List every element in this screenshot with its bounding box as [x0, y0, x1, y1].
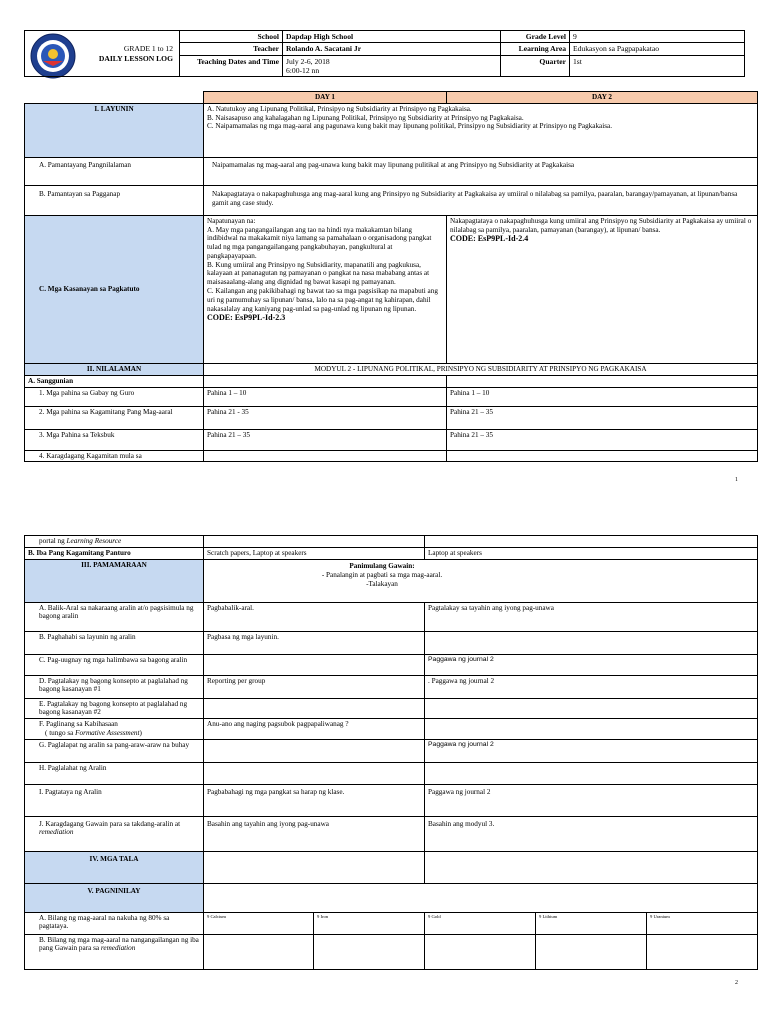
pamamaraan-row-j-label — [25, 816, 204, 851]
empty-corner — [25, 92, 204, 104]
pamamaraan-row-label: E. Pagtalakay ng bagong konsepto at paglalahad ng bagong kasanayan #2 — [25, 698, 204, 719]
kasanayan-day1-text: Napatunayan na: A. May mga pangangailangan ang tao na hindi nya makakamtan bilang indibidwal na makakamit niya lamang sa pamahalaan o organisadong pangkat tulad ng mga pangangailangang pangkabuhayan, pangkultural at pangkapayapaan. B. Kung umiiral ang Prinsipyo ng Subsidiarity, mapanatili ang pagkukusa, kalayaan at pananagutan ng pamayanan o pangkat na nasa mababang antas at maisasaalang-alang ang dignidad ng bawat kasapi ng pamayanan. C. Kailangan ang pakikibahagi ng bawat tao sa mga pagsisikap na mapabuti ang uri ng pamumuhay sa lipunan/ bansa, lalo na sa pag-angat ng kahirapan, dahil nakasalalay ang kaniyang pag-unlad sa pag-unlad ng lipunan ng lipunan. — [207, 216, 438, 313]
pamamaraan-row-f-suffix: ) — [139, 728, 142, 737]
page-number: 2 — [735, 980, 738, 986]
pamamaraan-row-label: D. Pagtalakay ng bagong konsepto at paglalahad ng bagong kasanayan #1 — [25, 675, 204, 698]
pamantayang-pangnilalaman-text: Naipamamalas ng mag-aaral ang pag-unawa kung bakit may lipunang pulitikal at ang Prinsipyo ng Subsidiarity at Pagkakaisa — [204, 157, 758, 185]
pamantayang-pangnilalaman-label: A. Pamantayang Pangnilalaman — [25, 157, 204, 185]
pamamaraan-row-day1 — [204, 762, 425, 784]
kasanayan-day2 — [447, 215, 758, 363]
pamamaraan-row-day2: . Paggawa ng journal 2 — [425, 675, 758, 698]
section-lithium: 9 Lithium — [536, 912, 647, 934]
pamamaraan-row-f-em: Formative Assessment — [75, 728, 140, 737]
empty-cell — [447, 375, 758, 387]
pamamaraan-label: III. PAMAMARAAN — [25, 559, 204, 602]
layunin-content — [204, 103, 758, 157]
kasanayan-day1 — [204, 215, 447, 363]
section-gold: 9 Gold — [425, 912, 536, 934]
lesson-table-page1 — [24, 91, 758, 462]
sanggunian-row-label: 3. Mga Pahina sa Teksbuk — [25, 429, 204, 450]
grade-level-label: Grade Level — [501, 31, 570, 43]
layunin-line-c: C. Naipamamalas ng mga mag-aaral ang pagunawa kung bakit may lipunang politikal, Prinsipyo ng Subsidiarity at Prinsipyo ng Pagkakaisa. — [207, 122, 613, 131]
grade-title: GRADE 1 to 12 — [123, 44, 173, 54]
karagdagan-cont-em: Learning Resource — [66, 537, 122, 545]
pamamaraan-row-f-prefix: ( tungo sa — [45, 728, 76, 737]
pamamaraan-row-day1: Pagbasa ng mga layunin. — [204, 631, 425, 654]
pamamaraan-row-day2: Basahin ang modyul 3. — [425, 816, 758, 851]
panimulang-gawain-line2: -Talakayan — [366, 579, 398, 588]
pamamaraan-row-day2 — [425, 631, 758, 654]
quarter-value: 1st — [570, 55, 745, 77]
layunin-label: I. LAYUNIN — [25, 103, 204, 157]
pamamaraan-row-label: I. Pagtataya ng Aralin — [25, 784, 204, 816]
lesson-table-page2 — [24, 535, 758, 970]
empty-cell — [425, 934, 536, 969]
layunin-line-b: B. Naisasapuso ang kahalagahan ng Lipunang Politikal, Prinsipyo ng Subsidiarity at Prinsipyo ng Pagkakaisa. — [207, 113, 524, 122]
section-calcium: 9 Calcium — [204, 912, 314, 934]
nilalaman-label: II. NILALAMAN — [25, 363, 204, 375]
grade-level-value: 9 — [570, 31, 745, 43]
sanggunian-row-day2: Pahina 1 – 10 — [447, 387, 758, 406]
pamamaraan-row-day1: Pagbabalik-aral. — [204, 602, 425, 631]
panimulang-gawain-block — [222, 562, 542, 588]
pamantayan-pagganap-label: B. Pamantayan sa Pagganap — [25, 185, 204, 215]
karagdagan-cont — [25, 536, 204, 548]
kasanayan-day2-text: Nakapagtataya o nakapaghuhusga kung umiiral ang Prinsipyo ng Subsidiarity at Pagkakaisa ay umiiral o nilalabag sa pamilya, paaralan, pamayanan (barangay), at lipunan/ bansa. — [450, 216, 752, 234]
iba-pang-kagamitan-label: B. Iba Pang Kagamitang Panturo — [25, 547, 204, 559]
learning-area-label: Learning Area — [501, 43, 570, 55]
teacher-value: Rolando A. Sacatani Jr — [283, 43, 501, 55]
sanggunian-row-day2: Pahina 21 – 35 — [447, 429, 758, 450]
empty-cell — [647, 934, 758, 969]
pamamaraan-row-day2: Paggawa ng journal 2 — [425, 784, 758, 816]
pamamaraan-row-day1 — [204, 739, 425, 762]
kasanayan-day2-code: CODE: EsP9PL-Id-2.4 — [450, 234, 529, 244]
pagninilay-label: V. PAGNINILAY — [25, 883, 204, 912]
pamamaraan-row-label: J. Karagdagang Gawain para sa takdang-aralin at — [39, 819, 181, 828]
time-text: 6:00-12 nn — [286, 65, 320, 75]
page-number: 1 — [735, 477, 738, 483]
iba-pang-kagamitan-day1: Scratch papers, Laptop at speakers — [204, 547, 425, 559]
pamamaraan-row-day1 — [204, 654, 425, 675]
nilalaman-text: MODYUL 2 - LIPUNANG POLITIKAL, PRINSIPYO NG SUBSIDIARITY AT PRINSIPYO NG PAGKAKAISA — [204, 363, 758, 375]
empty-cell — [204, 536, 425, 548]
sanggunian-row-day1: Pahina 21 – 35 — [204, 429, 447, 450]
school-value: Dapdap High School — [283, 31, 501, 43]
pamamaraan-row-f-label — [25, 719, 204, 740]
dates-label: Teaching Dates and Time — [180, 55, 283, 77]
pamamaraan-row-day1: Anu-ano ang naging pagsubok pagpapaliwanag ? — [204, 719, 425, 740]
dates-text: July 2-6, 2018 — [286, 56, 330, 66]
sanggunian-label: A. Sanggunian — [25, 375, 204, 387]
pamamaraan-row-label: B. Paghahabi sa layunin ng aralin — [25, 631, 204, 654]
kasanayan-label: C. Mga Kasanayan sa Pagkatuto — [25, 215, 204, 363]
section-uranium: 9 Uranium — [647, 912, 758, 934]
mga-tala-label: IV. MGA TALA — [25, 851, 204, 883]
pagninilay-row-b-label — [25, 934, 204, 969]
dates-value — [283, 55, 501, 77]
pamamaraan-row-day1 — [204, 698, 425, 719]
panimulang-gawain-title: Panimulang Gawain: — [349, 562, 415, 570]
pamamaraan-row-day2 — [425, 762, 758, 784]
teacher-label: Teacher — [180, 43, 283, 55]
empty-cell — [314, 934, 425, 969]
sanggunian-row-day1: Pahina 1 – 10 — [204, 387, 447, 406]
empty-cell — [425, 851, 758, 883]
empty-cell — [204, 375, 447, 387]
empty-cell — [204, 934, 314, 969]
pamamaraan-row-day1: Pagbabahagi ng mga pangkat sa harap ng klase. — [204, 784, 425, 816]
pamamaraan-row-label: A. Balik-Aral sa nakaraang aralin at/o pagsisimula ng bagong aralin — [25, 602, 204, 631]
sanggunian-row-day2: Pahina 21 – 35 — [447, 406, 758, 429]
pagninilay-row-a-label: A. Bilang ng mag-aaral na nakuha ng 80% sa pagtataya. — [25, 912, 204, 934]
day2-header: DAY 2 — [447, 92, 758, 104]
pamantayan-pagganap-text: Nakapagtataya o nakapaghuhusga ang mag-aaral kung ang Prinsipyo ng Subsidiarity at Pagkakaisa ay umiiral o nilalabag sa pamilya, paaralan, barangay/pamayanan, at lipunan/bansa gamit ang case study. — [204, 185, 758, 215]
sanggunian-row-label: 2. Mga pahina sa Kagamitang Pang Mag-aaral — [25, 406, 204, 429]
learning-area-value: Edukasyon sa Pagpapakatao — [570, 43, 745, 55]
pamamaraan-row-day2 — [425, 698, 758, 719]
pamamaraan-row-label: H. Paglalahat ng Aralin — [25, 762, 204, 784]
kasanayan-day1-code: CODE: EsP9PL-Id-2.3 — [207, 313, 286, 323]
sanggunian-row-day1: Pahina 21 - 35 — [204, 406, 447, 429]
section-iron: 9 Iron — [314, 912, 425, 934]
iba-pang-kagamitan-day2: Laptop at speakers — [425, 547, 758, 559]
karagdagan-cont-prefix: portal ng — [39, 537, 67, 545]
panimulang-gawain-line1: - Panalangin at pagbati sa mga mag-aaral. — [321, 570, 443, 579]
day1-header: DAY 1 — [204, 92, 447, 104]
quarter-label: Quarter — [501, 55, 570, 77]
karagdagan-label: 4. Karagdagang Kagamitan mula sa — [25, 450, 204, 462]
pagninilay-row-b-em: remediation — [100, 944, 136, 953]
pamamaraan-row-f-sublabel — [39, 729, 200, 738]
pamamaraan-row-day1: Basahin ang tayahin ang iyong pag-unawa — [204, 816, 425, 851]
empty-cell — [204, 883, 758, 912]
pamamaraan-row-label: G. Paglalapat ng aralin sa pang-araw-araw na buhay — [25, 739, 204, 762]
pamamaraan-row-j-em: remediation — [39, 828, 74, 837]
sanggunian-row-label: 1. Mga pahina sa Gabay ng Guro — [25, 387, 204, 406]
empty-cell — [204, 450, 447, 462]
empty-cell — [204, 851, 425, 883]
header-table — [24, 30, 745, 77]
pamamaraan-row-label: C. Pag-uugnay ng mga halimbawa sa bagong aralin — [25, 654, 204, 675]
empty-cell — [425, 536, 758, 548]
empty-cell — [536, 934, 647, 969]
pamamaraan-row-day2: Pagtalakay sa tayahin ang iyong pag-unawa — [425, 602, 758, 631]
pamamaraan-row-day1: Reporting per group — [204, 675, 425, 698]
school-label: School — [180, 31, 283, 43]
layunin-line-a: A. Natutukoy ang Lipunang Politikal, Prinsipyo ng Subsidiarity at Prinsipyo ng Pagkakaisa. — [207, 104, 472, 113]
pamamaraan-row-label: F. Paglinang sa Kabihasaan — [39, 720, 118, 729]
empty-cell — [447, 450, 758, 462]
pamamaraan-row-day2: Paggawa ng journal 2 — [425, 654, 758, 675]
daily-lesson-log-title: DAILY LESSON LOG — [98, 53, 173, 63]
pagninilay-row-b-prefix: B. Bilang ng mga mag-aaral na nangangailangan ng iba pang Gawain para sa — [39, 935, 199, 953]
pamamaraan-row-day2: Paggawa ng journal 2 — [425, 739, 758, 762]
pamamaraan-row-day2 — [425, 719, 758, 740]
log-title-cell — [25, 31, 180, 77]
